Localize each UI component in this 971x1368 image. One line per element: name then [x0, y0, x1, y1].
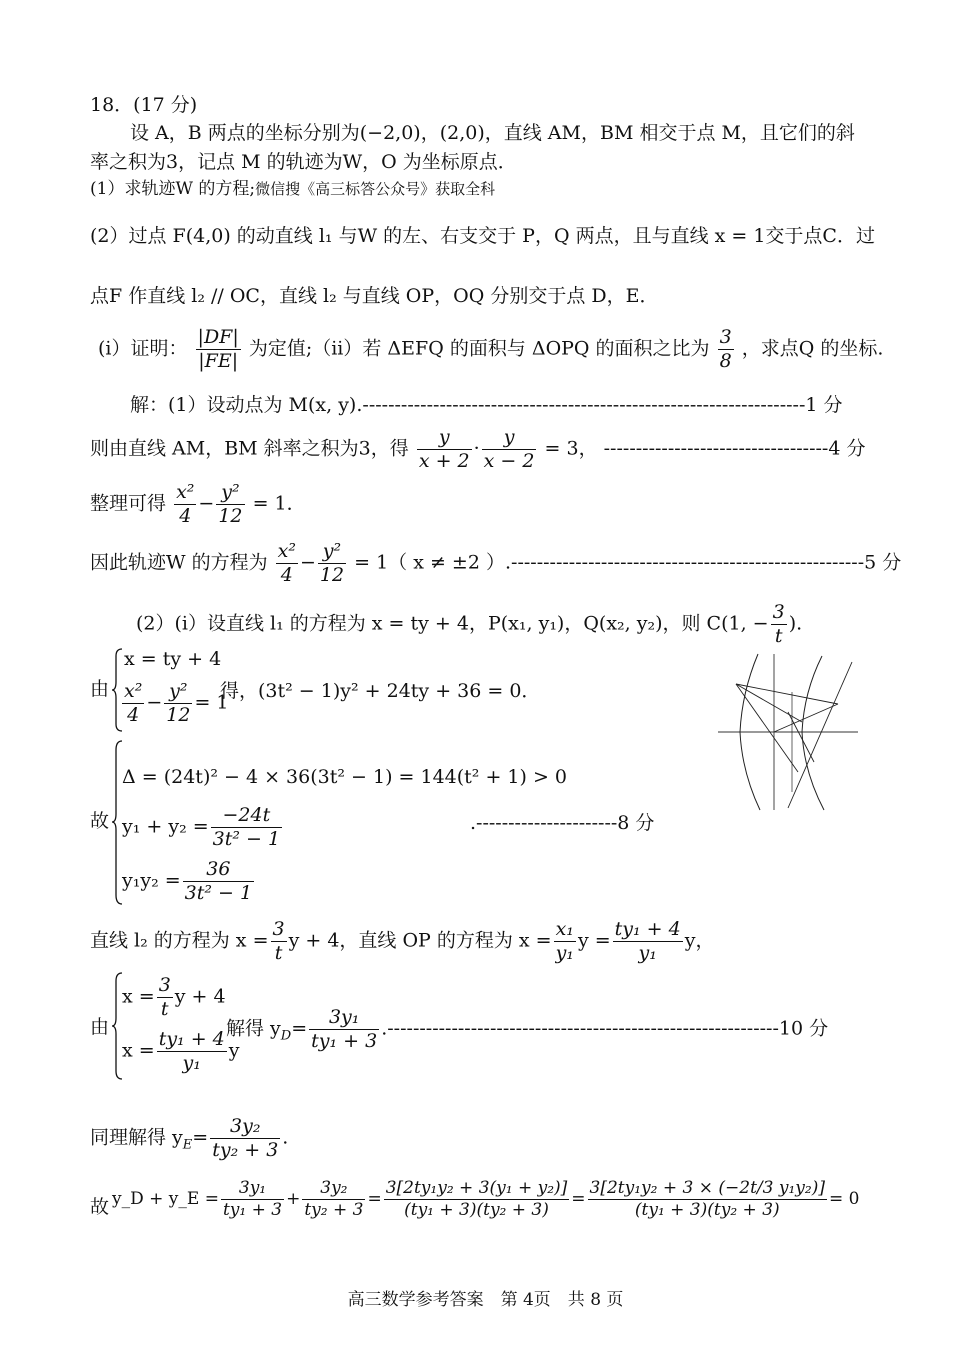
area-ratio-num: 3 — [719, 326, 732, 348]
step4-frac1-num: x² — [277, 540, 296, 562]
final-frac3 — [384, 1180, 570, 1219]
step4-frac2-num: y² — [318, 542, 346, 564]
sys3-result-text: 解得 y — [226, 1017, 281, 1040]
ye-sub: E — [182, 1137, 193, 1153]
op-frac1 — [554, 920, 576, 963]
final-eq2: = — [571, 1189, 586, 1209]
system-1-label: 由 — [90, 678, 110, 700]
solution-step4: 因此轨迹W 的方程为 $\frac{\text{x²}}{4}$ − $\frac{\text{y²}}{12}$ = 1（ x ≠ ±2 ）.-------------------------------------------------------5 分 — [90, 540, 902, 586]
step4-score: .-------------------------------------------------------5 分 — [504, 551, 902, 574]
solution-step1 — [130, 396, 843, 415]
final-frac4-num: 3[2ty₁y₂ + 3 × (−2t/3 y₁y₂)] — [589, 1178, 825, 1198]
final-plus: + — [286, 1189, 301, 1209]
l2-text: 直线 l₂ 的方程为 x = — [90, 929, 269, 952]
final-frac2-den: ty₂ + 3 — [304, 1200, 364, 1220]
step3-frac1-den: 4 — [179, 505, 192, 527]
sys2-row2-den: 3t² − 1 — [212, 828, 281, 850]
sys1-frac1-den: 4 — [127, 704, 140, 726]
final-eq1: = — [367, 1189, 382, 1209]
subpart-ii-end: ，求点Q 的坐标. — [741, 337, 884, 360]
system-1-row2: $\frac{\text{x²}}{4}$ − $\frac{\text{y²}}{12}$ = 1 — [124, 680, 229, 726]
final-frac3-num: 3[2ty₁y₂ + 3(y₁ + y₂)] — [385, 1178, 568, 1198]
l2-mid: y + 4，直线 OP 的方程为 x = — [288, 929, 552, 952]
ye-text: 同理解得 y — [90, 1126, 183, 1149]
system-2-row3 — [122, 860, 256, 903]
system-1-row1: x = ty + 4 — [124, 648, 222, 670]
sys1-frac1-num: x² — [124, 680, 143, 702]
final-label: 故 — [90, 1196, 110, 1218]
question-1 — [90, 181, 495, 198]
step3-eq: = 1． — [252, 492, 306, 515]
sys2-row3-den: 3t² − 1 — [184, 882, 253, 904]
problem-statement-line2: 率之积为3，记点 M 的轨迹为W，O 为坐标原点． — [90, 151, 517, 173]
step2-text: 则由直线 AM，BM 斜率之积为3，得 — [90, 437, 409, 460]
step2-eq: = 3， — [544, 437, 598, 460]
step4-eq: = 1（ x ≠ ±2 ） — [354, 551, 505, 574]
ratio-num: |DF| — [197, 326, 239, 348]
system-2-row2 — [122, 806, 284, 849]
subpart-i-label: (i）证明： — [98, 337, 188, 360]
op-frac2 — [613, 920, 683, 963]
system-2-score: .----------------------8 分 — [470, 812, 655, 834]
sys1-frac1 — [122, 682, 144, 725]
step4-frac1-den: 4 — [280, 564, 293, 586]
ratio-den: |FE| — [198, 350, 239, 372]
question-1-text: (1）求轨迹W 的方程; — [90, 179, 256, 199]
yd-frac-num: 3y₁ — [309, 1008, 379, 1030]
final-frac2 — [302, 1180, 365, 1219]
final-frac2-num: 3y₂ — [302, 1180, 365, 1200]
question-2-line1: (2）过点 F(4,0) 的动直线 l₁ 与W 的左、右支交于 P，Q 两点，且与直线 x = 1交于点C．过 — [90, 225, 875, 247]
step3-frac1 — [174, 483, 196, 526]
l2-frac-den: t — [274, 942, 283, 964]
step1-score: .---------------------------------------------------------------------1 分 — [356, 394, 843, 416]
watermark-text: 微信搜《高三标答公众号》获取全科 — [255, 180, 496, 198]
sys1-frac2 — [164, 682, 192, 725]
page-footer: 高三数学参考答案 第 4页 共 8 页 — [347, 1290, 624, 1310]
slope-bm-num: y — [482, 428, 537, 450]
sys3-row1-num: 3 — [158, 974, 171, 996]
sys3-row1-rhs: y + 4 — [174, 985, 226, 1008]
l2-frac-num: 3 — [272, 918, 285, 940]
hyperbola-figure — [718, 652, 858, 812]
step4-frac2-den: 12 — [319, 564, 345, 586]
step5-end: ). — [788, 612, 803, 635]
sys3-row2-frac — [157, 1030, 227, 1073]
ye-end: . — [282, 1126, 289, 1149]
sys3-row2-den: y₁ — [182, 1052, 201, 1074]
step4-frac2 — [318, 542, 346, 585]
sys2-row3-frac — [183, 860, 254, 903]
system-3-label: 由 — [90, 1016, 110, 1038]
slope-am — [417, 428, 472, 471]
step1-text: 解：(1）设动点为 M(x, y) — [130, 394, 357, 416]
step5-frac — [771, 603, 787, 646]
final-frac1 — [221, 1180, 284, 1219]
sys2-row3-lhs: y₁y₂ = — [122, 869, 181, 892]
system-3 — [90, 972, 890, 1082]
final-frac1-num: 3y₁ — [221, 1180, 284, 1200]
sys3-row2-num: ty₁ + 4 — [158, 1028, 225, 1050]
slope-am-den: x + 2 — [418, 450, 470, 472]
ye-frac-den: ty₂ + 3 — [212, 1139, 279, 1161]
area-ratio — [718, 328, 734, 371]
sys2-row2-num: −24t — [211, 806, 282, 828]
step5-text: (2）(i）设直线 l₁ 的方程为 x = ty + 4，P(x₁, y₁)，Q(x₂, y₂)，则 C(1, − — [136, 612, 769, 635]
op-frac1-num: x₁ — [554, 920, 576, 942]
solution-ye — [90, 1117, 288, 1160]
subpart-ii-text: 为定值;（ii）若 ΔEFQ 的面积与 ΔOPQ 的面积之比为 — [248, 337, 710, 360]
system-3-row2 — [122, 1030, 240, 1073]
yd-frac — [309, 1008, 379, 1051]
final-frac1-den: ty₁ + 3 — [222, 1200, 283, 1220]
system-2-label: 故 — [90, 810, 110, 832]
sys2-row2-lhs: y₁ + y₂ = — [122, 815, 209, 838]
system-2-row1: Δ = (24t)² − 4 × 36(3t² − 1) = 144(t² + 1) > 0 — [122, 766, 568, 788]
step4-text: 因此轨迹W 的方程为 — [90, 551, 268, 574]
sys2-row3-num: 36 — [183, 860, 254, 882]
slope-am-num: y — [417, 428, 472, 450]
final-frac4-den: (ty₁ + 3)(ty₂ + 3) — [634, 1200, 780, 1220]
step3-frac2-den: 12 — [218, 505, 243, 527]
solution-step5 — [136, 603, 802, 646]
solution-step3: 整理可得 $\frac{\text{x²}}{4}$ − $\frac{\text{y²}}{12}$ = 1． — [90, 481, 306, 527]
system-1 — [90, 648, 690, 732]
area-ratio-den: 8 — [719, 350, 732, 372]
final-end: = 0 — [828, 1189, 860, 1209]
sys3-result-sub: D — [280, 1028, 292, 1044]
l2-end: y， — [684, 929, 715, 952]
step3-text: 整理可得 — [90, 492, 167, 515]
line-l2-equations — [90, 920, 714, 963]
op-frac2-num: ty₁ + 4 — [614, 918, 681, 940]
step5-frac-den: t — [774, 625, 783, 647]
problem-number: 18．(17 分) — [90, 94, 198, 116]
problem-statement-line1: 设 A，B 两点的坐标分别为(−2,0)，(2,0)，直线 AM，BM 相交于点 M，且它们的斜 — [130, 122, 855, 144]
step5-frac-num: 3 — [772, 601, 785, 623]
sys3-row1-den: t — [160, 998, 169, 1020]
ye-frac — [210, 1117, 280, 1160]
solution-step2: 则由直线 AM，BM 斜率之积为3，得 $\frac{y}{x + 2}$ · $\frac{y}{x - 2}$ = 3， -----------------------------------4 分 — [90, 426, 866, 472]
sys3-row2-rhs: y — [228, 1039, 240, 1062]
l2-mid2: y = — [577, 929, 611, 952]
sys1-frac2-den: 12 — [166, 704, 191, 726]
ye-frac-num: 3y₂ — [210, 1117, 280, 1139]
slope-bm — [482, 428, 537, 471]
system-2 — [90, 740, 690, 905]
sys1-row2-eq: = 1 — [194, 691, 229, 714]
sys3-row1-frac — [157, 976, 173, 1019]
step3-frac2 — [216, 483, 244, 526]
system-3-row1 — [122, 976, 226, 1019]
l2-frac — [271, 920, 287, 963]
final-equation — [112, 1180, 859, 1219]
yd-frac-den: ty₁ + 3 — [311, 1030, 378, 1052]
step4-frac1 — [276, 542, 298, 585]
system-1-result: 得，(3t² − 1)y² + 24ty + 36 = 0． — [220, 680, 541, 702]
system-3-score: .-------------------------------------------------------------10 分 — [381, 1017, 829, 1040]
system-3-result — [226, 1008, 828, 1051]
final-lhs: y_D + y_E = — [112, 1189, 219, 1209]
sys3-row2-lhs: x = — [122, 1039, 155, 1062]
sys3-row1-lhs: x = — [122, 985, 155, 1008]
sys2-row2-frac — [211, 806, 282, 849]
sys1-frac2-num: y² — [164, 682, 192, 704]
sys3-result-eq: = — [291, 1017, 308, 1040]
op-frac1-den: y₁ — [555, 942, 574, 964]
slope-bm-den: x − 2 — [483, 450, 535, 472]
final-frac3-den: (ty₁ + 3)(ty₂ + 3) — [404, 1200, 549, 1220]
step2-score: -----------------------------------4 分 — [603, 437, 866, 460]
final-frac4 — [588, 1180, 827, 1219]
ye-eq: = — [192, 1126, 209, 1149]
step3-frac1-num: x² — [176, 481, 195, 503]
question-2-line2: 点F 作直线 l₂ // OC，直线 l₂ 与直线 OP，OQ 分别交于点 D，E． — [90, 285, 659, 307]
ratio-df-fe — [196, 328, 241, 371]
question-2-subparts — [98, 328, 883, 371]
op-frac2-den: y₁ — [638, 942, 657, 964]
step3-frac2-num: y² — [216, 483, 244, 505]
